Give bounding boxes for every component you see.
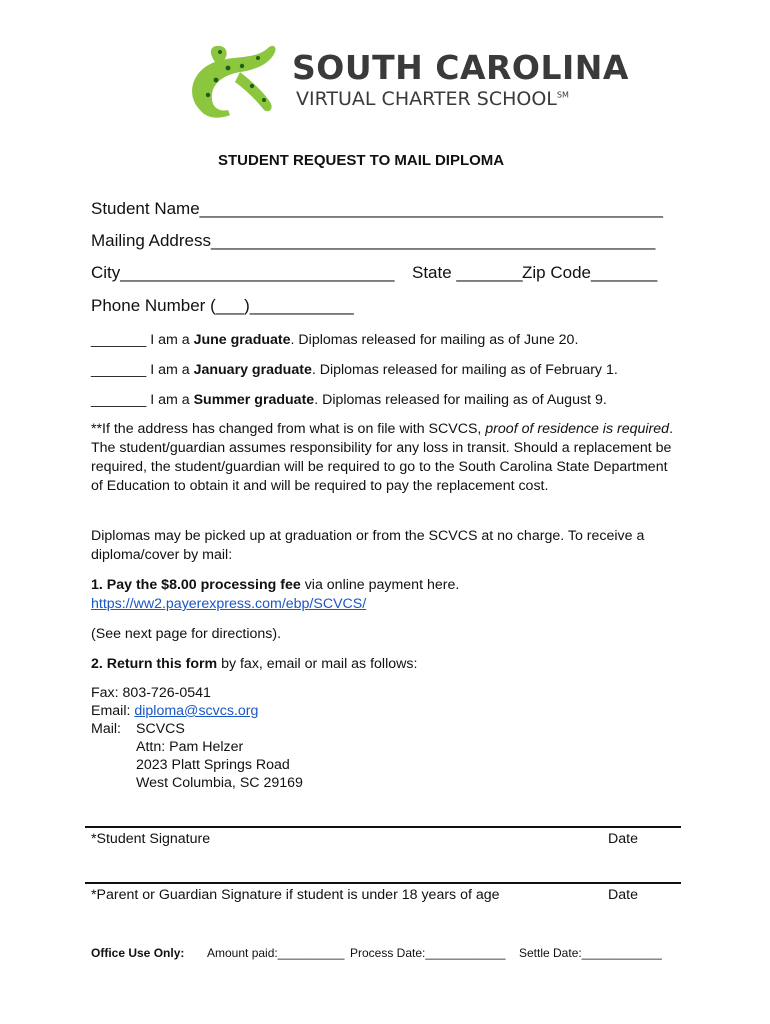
settle-date-field[interactable]: Settle Date:____________ <box>519 946 662 960</box>
process-date-field[interactable]: Process Date:____________ <box>350 946 506 960</box>
phone-field[interactable]: Phone Number (___)___________ <box>91 296 354 315</box>
option-blank: _______ <box>91 392 147 408</box>
step-1-rest: via online payment here. <box>300 577 460 593</box>
logo-subtitle-text: VIRTUAL CHARTER SCHOOL <box>296 88 557 110</box>
mailing-address-field[interactable]: Mailing Address_______________________________________________ <box>91 231 656 250</box>
option-bold: Summer graduate <box>193 392 315 408</box>
option-post: . Diplomas released for mailing as of August 9. <box>314 392 607 408</box>
student-signature-line[interactable] <box>85 826 681 828</box>
state-field[interactable]: State _______ <box>412 263 523 282</box>
option-post: . Diplomas released for mailing as of June 20. <box>290 332 579 348</box>
mail-line-4: West Columbia, SC 29169 <box>136 775 303 791</box>
fax-line: Fax: 803-726-0541 <box>91 685 211 701</box>
parent-date-label: Date <box>608 887 638 903</box>
salamander-logo-icon <box>180 40 280 122</box>
office-use-bold: Office Use Only: <box>91 946 185 960</box>
email-link[interactable]: diploma@scvcs.org <box>134 703 259 719</box>
option-pre: I am a <box>150 392 194 408</box>
student-date-label: Date <box>608 831 638 847</box>
service-mark: SM <box>556 90 569 100</box>
email-label: Email: <box>91 703 135 719</box>
option-pre: I am a <box>150 362 194 378</box>
step-1 <box>91 577 459 593</box>
logo-subtitle <box>296 88 569 110</box>
mail-line-1: SCVCS <box>136 721 185 737</box>
notice-pre: **If the address has changed from what is on file with SCVCS, <box>91 421 486 437</box>
notice-italic: proof of residence is required <box>485 421 670 437</box>
parent-signature-line[interactable] <box>85 882 681 884</box>
logo-title: SOUTH CAROLINA <box>292 48 629 87</box>
student-signature-label: *Student Signature <box>91 831 211 847</box>
student-name-field[interactable]: Student Name_________________________________________________ <box>91 199 663 218</box>
option-blank: _______ <box>91 332 147 348</box>
parent-signature-label: *Parent or Guardian Signature if student is under 18 years of age <box>91 887 500 903</box>
step-1-bold: 1. Pay the $8.00 processing fee <box>91 577 301 593</box>
email-line <box>91 703 258 719</box>
option-blank: _______ <box>91 362 147 378</box>
step-2-bold: 2. Return this form <box>91 656 218 672</box>
address-change-notice <box>91 420 681 496</box>
option-pre: I am a <box>150 332 194 348</box>
step-2 <box>91 656 417 672</box>
form-title: STUDENT REQUEST TO MAIL DIPLOMA <box>218 152 505 169</box>
january-graduate-option[interactable] <box>91 362 618 378</box>
mail-line-2: Attn: Pam Helzer <box>136 739 244 755</box>
option-bold: June graduate <box>193 332 291 348</box>
step-2-rest: by fax, email or mail as follows: <box>217 656 418 672</box>
amount-paid-field[interactable]: Amount paid:__________ <box>207 946 345 960</box>
summer-graduate-option[interactable] <box>91 392 607 408</box>
city-field[interactable]: City_____________________________ <box>91 263 395 282</box>
pickup-paragraph: Diplomas may be picked up at graduation or from the SCVCS at no charge. To receive a diploma/cover by mail: <box>91 528 645 563</box>
see-next-page: (See next page for directions). <box>91 626 282 642</box>
office-use-label <box>91 946 184 960</box>
mail-line-3: 2023 Platt Springs Road <box>136 757 290 773</box>
mail-label: Mail: <box>91 721 121 737</box>
notice-post: . The student/guardian assumes responsibility for any loss in transit. Should a replacement be required, the student/guardian will be required to go to the South Carolina State Department of Education to obtain it and will be required to pay the replacement cost. <box>91 421 674 494</box>
june-graduate-option[interactable] <box>91 332 578 348</box>
payment-link[interactable]: https://ww2.payerexpress.com/ebp/SCVCS/ <box>91 596 367 612</box>
option-bold: January graduate <box>193 362 312 378</box>
option-post: . Diplomas released for mailing as of February 1. <box>311 362 618 378</box>
zip-field[interactable]: Zip Code_______ <box>522 263 658 282</box>
